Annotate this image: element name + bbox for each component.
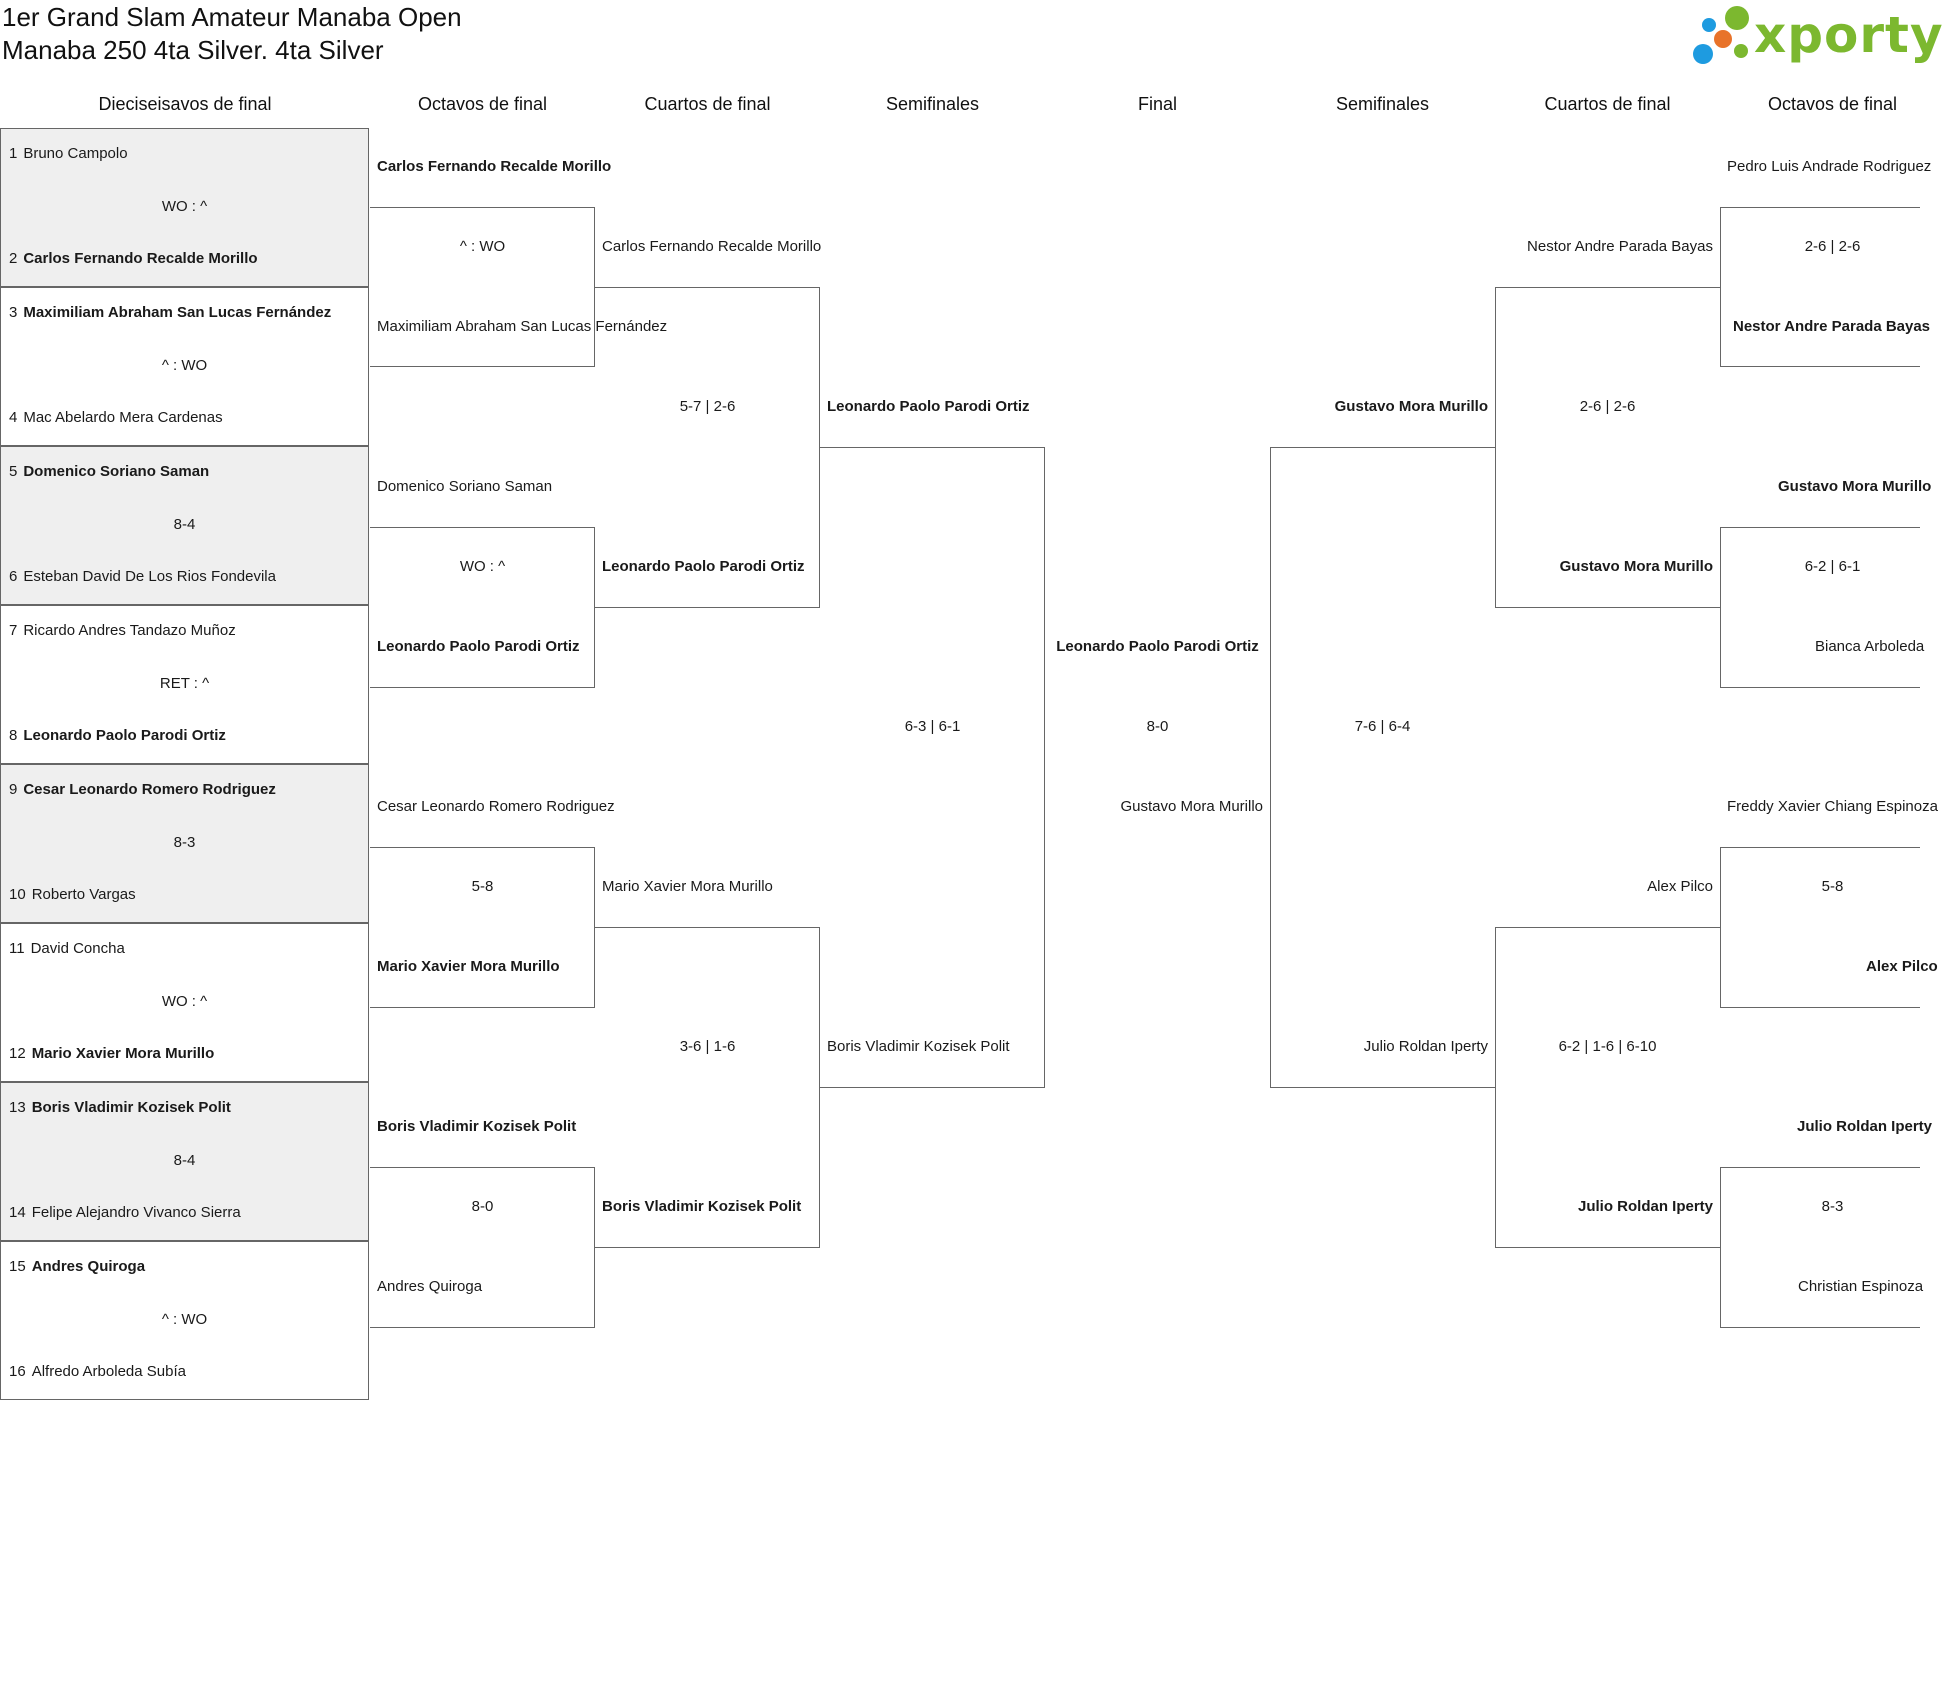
- column-header-round32: Dieciseisavos de final: [98, 94, 272, 114]
- right-r16-player: Nestor Andre Parada Bayas: [1733, 318, 1931, 335]
- player-slot: 4 Mac Abelardo Mera Cardenas: [9, 409, 223, 426]
- round32-match-5: [0, 764, 369, 923]
- player-slot: 6 Esteban David De Los Rios Fondevila: [9, 568, 276, 585]
- right-r16-player: Pedro Luis Andrade Rodriguez: [1727, 158, 1932, 175]
- player-slot: 10 Roberto Vargas: [9, 886, 136, 903]
- match-score: ^ : WO: [161, 357, 208, 374]
- left-r16-bracket-3: [370, 847, 595, 1008]
- right-qf-score: 2-6 | 2-6: [1579, 398, 1636, 415]
- right-r16-bracket-2: [1720, 527, 1925, 688]
- left-qf-player: Boris Vladimir Kozisek Polit: [602, 1198, 802, 1215]
- xporty-logo[interactable]: [1690, 4, 1944, 70]
- right-r16-player: Alex Pilco: [1866, 958, 1938, 975]
- round32-match-3: [0, 446, 369, 605]
- logo-dot-green-icon: [1725, 6, 1749, 30]
- player-slot: 16 Alfredo Arboleda Subía: [9, 1363, 186, 1380]
- player-slot: 11 David Concha: [9, 940, 125, 957]
- round32-match-1: [0, 128, 369, 287]
- left-sf-player: Leonardo Paolo Parodi Ortiz: [827, 398, 1030, 415]
- left-qf-score: 3-6 | 1-6: [679, 1038, 736, 1055]
- left-sf-player: Boris Vladimir Kozisek Polit: [827, 1038, 1010, 1055]
- right-r16-score: 6-2 | 6-1: [1804, 558, 1861, 575]
- tournament-title: 1er Grand Slam Amateur Manaba Open: [2, 2, 462, 32]
- left-qf-player: Carlos Fernando Recalde Morillo: [602, 238, 822, 255]
- right-r16-player: Freddy Xavier Chiang Espinoza: [1727, 798, 1938, 815]
- right-r16-score: 2-6 | 2-6: [1804, 238, 1861, 255]
- right-r16-bracket-1: [1720, 207, 1931, 367]
- right-r16-player: Christian Espinoza: [1798, 1278, 1924, 1295]
- left-r16-player: Domenico Soriano Saman: [377, 478, 553, 495]
- right-sf-score: 7-6 | 6-4: [1354, 718, 1411, 735]
- left-r16-player: Maximiliam Abraham San Lucas Fernández: [377, 318, 668, 335]
- column-header-final: Final: [1137, 94, 1177, 114]
- column-header-right-sf: Semifinales: [1335, 94, 1430, 114]
- left-r16-player: Leonardo Paolo Parodi Ortiz: [377, 638, 580, 655]
- left-r16-player: Cesar Leonardo Romero Rodriguez: [377, 798, 615, 815]
- left-qf-player: Leonardo Paolo Parodi Ortiz: [602, 558, 805, 575]
- player-slot-winner: 12 Mario Xavier Mora Murillo: [9, 1045, 215, 1062]
- logo-dot-blue-small-icon: [1702, 18, 1716, 32]
- right-r16-player: Julio Roldan Iperty: [1797, 1118, 1933, 1135]
- right-qf-player: Gustavo Mora Murillo: [1559, 558, 1713, 575]
- match-score: WO : ^: [161, 993, 208, 1010]
- player-slot-winner: 5 Domenico Soriano Saman: [9, 463, 210, 480]
- player-slot-winner: 15 Andres Quiroga: [9, 1258, 146, 1275]
- match-score: ^ : WO: [161, 1311, 208, 1328]
- right-sf-player: Julio Roldan Iperty: [1363, 1038, 1488, 1055]
- right-r16-score: 8-3: [1821, 1198, 1844, 1215]
- left-r16-score: 5-8: [471, 878, 494, 895]
- logo-dot-blue-icon: [1693, 44, 1713, 64]
- right-r16-bracket-4: [1720, 1167, 1924, 1328]
- player-slot: 1 Bruno Campolo: [9, 145, 128, 162]
- player-slot-winner: 8 Leonardo Paolo Parodi Ortiz: [9, 727, 226, 744]
- round32-match-8: [0, 1241, 369, 1400]
- left-r16-player: Andres Quiroga: [377, 1278, 483, 1295]
- left-sf-bracket: [820, 447, 1045, 1088]
- right-qf-player: Nestor Andre Parada Bayas: [1527, 238, 1713, 255]
- right-r16-bracket-3: [1720, 847, 1938, 1008]
- logo-wordmark: xporty: [1754, 6, 1944, 64]
- column-header-left-qf: Cuartos de final: [644, 94, 771, 114]
- player-slot: 14 Felipe Alejandro Vivanco Sierra: [9, 1204, 241, 1221]
- right-qf-score: 6-2 | 1-6 | 6-10: [1558, 1038, 1657, 1055]
- logo-dot-orange-icon: [1714, 30, 1732, 48]
- left-r16-player: Carlos Fernando Recalde Morillo: [377, 158, 612, 175]
- left-r16-bracket-2: [370, 527, 595, 688]
- column-header-left-sf: Semifinales: [885, 94, 980, 114]
- match-score: WO : ^: [161, 198, 208, 215]
- round32-match-7: [0, 1082, 369, 1241]
- right-sf-bracket: [1270, 447, 1495, 1088]
- player-slot-winner: 13 Boris Vladimir Kozisek Polit: [9, 1099, 231, 1116]
- match-score: 8-4: [173, 516, 196, 533]
- left-r16-bracket-1: [370, 207, 668, 367]
- round32-match-4: [0, 605, 369, 764]
- match-score: 8-3: [173, 834, 196, 851]
- left-sf-score: 6-3 | 6-1: [904, 718, 961, 735]
- column-header-right-r16: Octavos de final: [1767, 94, 1898, 114]
- left-r16-bracket-4: [370, 1167, 595, 1328]
- right-r16-player: Gustavo Mora Murillo: [1778, 478, 1932, 495]
- player-slot-winner: 3 Maximiliam Abraham San Lucas Fernández: [9, 304, 332, 321]
- left-r16-player: Boris Vladimir Kozisek Polit: [377, 1118, 577, 1135]
- column-header-left-r16: Octavos de final: [417, 94, 548, 114]
- column-header-right-qf: Cuartos de final: [1544, 94, 1671, 114]
- left-r16-score: ^ : WO: [459, 238, 506, 255]
- right-qf-player: Alex Pilco: [1647, 878, 1713, 895]
- match-score: 8-4: [173, 1152, 196, 1169]
- final-score: 8-0: [1146, 718, 1169, 735]
- player-slot: 7 Ricardo Andres Tandazo Muñoz: [9, 622, 236, 639]
- left-r16-score: WO : ^: [459, 558, 506, 575]
- final-player-champion: Leonardo Paolo Parodi Ortiz: [1056, 638, 1259, 655]
- right-r16-score: 5-8: [1821, 878, 1844, 895]
- player-slot-winner: 9 Cesar Leonardo Romero Rodriguez: [9, 781, 276, 798]
- right-r16-player: Bianca Arboleda: [1815, 638, 1925, 655]
- tournament-subtitle: Manaba 250 4ta Silver. 4ta Silver: [2, 35, 384, 65]
- match-score: RET : ^: [159, 675, 210, 692]
- left-qf-score: 5-7 | 2-6: [679, 398, 736, 415]
- right-sf-player: Gustavo Mora Murillo: [1334, 398, 1488, 415]
- round32-match-6: [0, 923, 369, 1082]
- right-qf-player: Julio Roldan Iperty: [1577, 1198, 1713, 1215]
- final-player: Gustavo Mora Murillo: [1120, 798, 1263, 815]
- round32-match-2: [0, 287, 369, 446]
- player-slot-winner: 2 Carlos Fernando Recalde Morillo: [9, 250, 258, 267]
- logo-dot-green-small-icon: [1734, 44, 1748, 58]
- left-qf-player: Mario Xavier Mora Murillo: [602, 878, 773, 895]
- left-r16-score: 8-0: [471, 1198, 494, 1215]
- left-r16-player: Mario Xavier Mora Murillo: [377, 958, 560, 975]
